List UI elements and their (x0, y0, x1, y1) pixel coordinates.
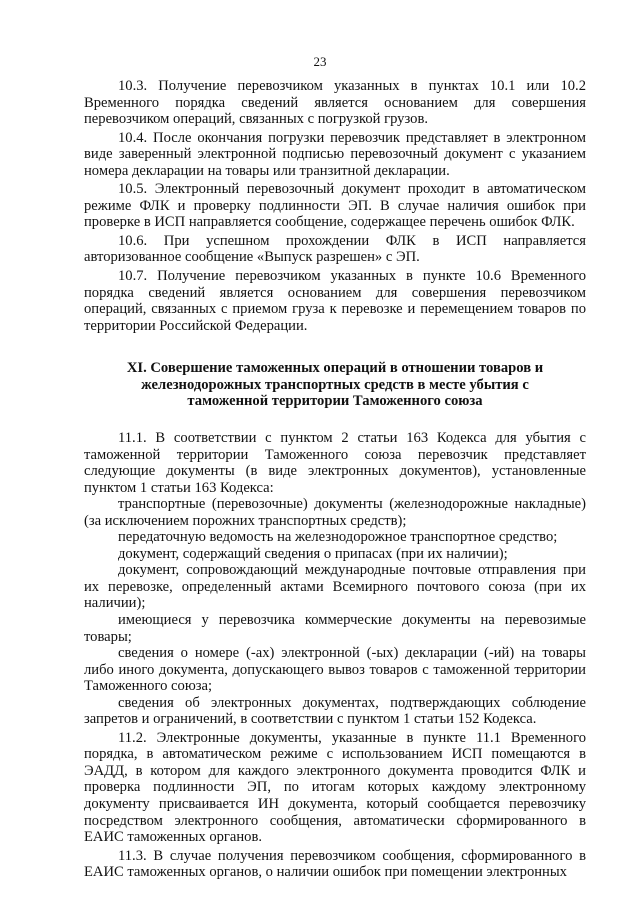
section-heading: XI. Совершение таможенных операций в отношении товаров и железнодорожных транспортных средств в месте убытия с таможенной территории Таможенного союза (126, 360, 544, 410)
list-item-declaration-numbers: сведения о номере (-ах) электронной (-ых) декларации (-ий) на товары либо иного документа, допускающего вывоз товаров с таможенной территории Таможенного союза; (84, 645, 586, 695)
page-body (84, 78, 586, 881)
paragraph-11-2: 11.2. Электронные документы, указанные в пункте 11.1 Временного порядка, в автоматическом режиме с использованием ИСП помещаются в ЭАДД, в котором для каждого электронного документа проводится ФЛК и проверка подлинности ЭП, по итогам которых каждому электронному документу присваивается ИН документа, который сообщается перевозчику посредством электронного сообщения, автоматически сформированного в ЕАИС таможенных органов. (84, 729, 586, 846)
paragraph-10-3: 10.3. Получение перевозчиком указанных в пунктах 10.1 или 10.2 Временного порядка сведений является основанием для совершения перевозчиком операций, связанных с погрузкой грузов. (84, 78, 586, 128)
paragraph-10-6: 10.6. При успешном прохождении ФЛК в ИСП направляется авторизованное сообщение «Выпуск разрешен» с ЭП. (84, 232, 586, 266)
page-number: 23 (313, 54, 327, 69)
paragraph-11-3: 11.3. В случае получения перевозчиком сообщения, сформированного в ЕАИС таможенных органов, о наличии ошибок при помещении электронных (84, 847, 586, 881)
list-item-transfer-statement: передаточную ведомость на железнодорожное транспортное средство; (118, 529, 558, 546)
list-item-supplies-document: документ, содержащий сведения о припасах (при их наличии); (118, 545, 508, 562)
list-item-postal-document: документ, сопровождающий международные почтовые отправления при их перевозке, определенный актами Всемирного почтового союза (при их наличии); (84, 562, 586, 612)
paragraph-10-7: 10.7. Получение перевозчиком указанных в пункте 10.6 Временного порядка сведений является основанием для совершения перевозчиком операций, связанных с приемом груза к перевозке и перемещением товаров по территории Российской Федерации. (84, 268, 586, 334)
list-item-commercial-documents: имеющиеся у перевозчика коммерческие документы на перевозимые товары; (84, 612, 586, 645)
paragraph-11-1: 11.1. В соответствии с пунктом 2 статьи 163 Кодекса для убытия с таможенной территории Таможенного союза перевозчик представляет следующие документы (в виде электронных документов), установленные пунктом 1 статьи 163 Кодекса: (84, 429, 586, 496)
paragraph-10-5: 10.5. Электронный перевозочный документ проходит в автоматическом режиме ФЛК и проверку подлинности ЭП. В случае наличия ошибок при проверке в ИСП направляется сообщение, содержащее перечень ошибок ФЛК. (84, 181, 586, 231)
list-item-transport-documents: транспортные (перевозочные) документы (железнодорожные накладные) (за исключением порожних транспортных средств); (84, 496, 586, 529)
list-item-restrictions-documents: сведения об электронных документах, подтверждающих соблюдение запретов и ограничений, в соответствии с пунктом 1 статьи 152 Кодекса. (84, 694, 586, 728)
paragraph-10-4: 10.4. После окончания погрузки перевозчик представляет в электронном виде заверенный электронной подписью перевозочный документ с указанием номера декларации на товары или транзитной декларации. (84, 129, 586, 179)
